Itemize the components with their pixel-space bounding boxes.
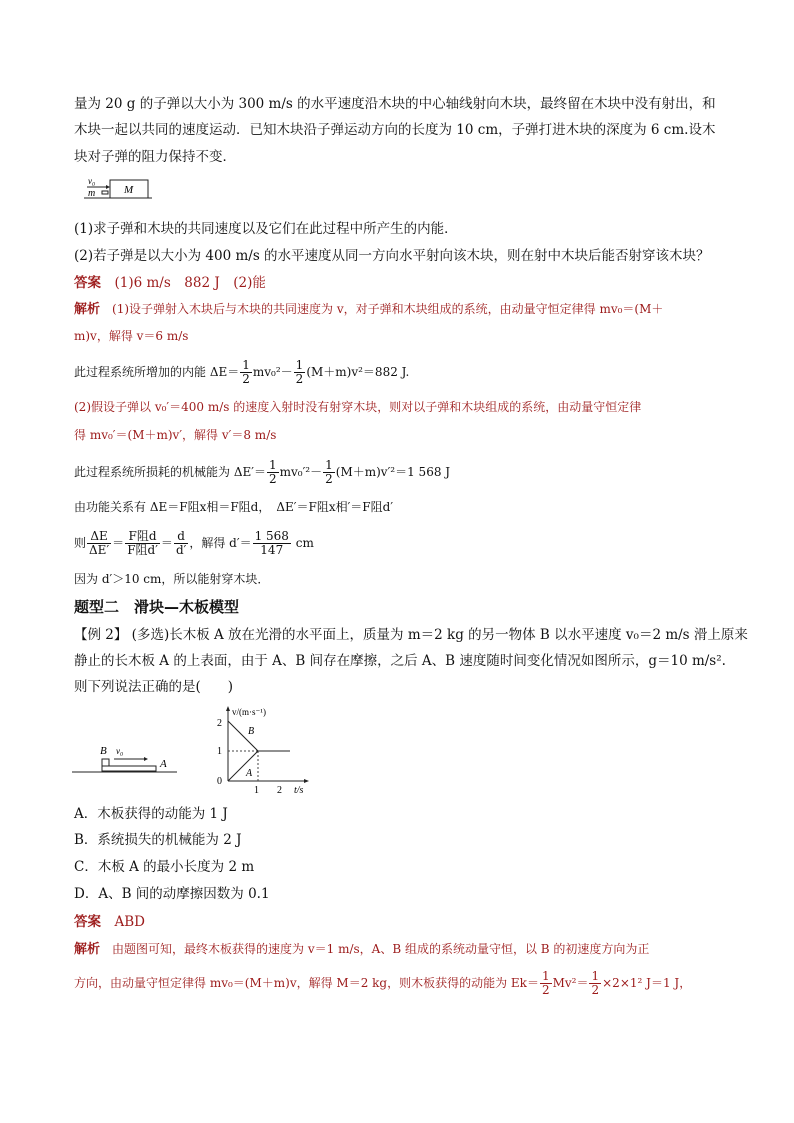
problem1-stem-line3: 块对子弹的阻力保持不变． xyxy=(74,149,236,165)
line-A xyxy=(228,751,258,781)
figure-v0-label: v₀ xyxy=(88,176,96,186)
figure-A-label: A xyxy=(160,758,167,770)
s3-mid: mv₀²－ xyxy=(252,365,293,379)
answer-label: 答案 xyxy=(74,275,101,291)
s2-mid: Mv²＝ xyxy=(552,976,589,990)
figure-M-label: M xyxy=(124,184,134,196)
frac-den: ΔE′ xyxy=(89,543,110,557)
frac-num: 1 568 xyxy=(254,529,289,543)
solution-line3 xyxy=(74,359,409,386)
solution-line9: 因为 d′＞10 cm，所以能射穿木块． xyxy=(74,572,270,586)
s6-pre: 此过程系统所损耗的机械能为 ΔE′＝ xyxy=(74,465,266,479)
solution-line5: 得 mv₀′＝(M＋m)v′，解得 v′＝8 m/s xyxy=(74,428,277,442)
frac-den: F阻d′ xyxy=(127,543,158,557)
figure-B-label: B xyxy=(100,745,107,757)
bullet-block-figure xyxy=(84,174,154,204)
answer-label: 答案 xyxy=(74,914,101,930)
s8-pre: 则 xyxy=(74,536,87,550)
problem1-stem-line2: 木块一起以共同的速度运动．已知木块沿子弹运动方向的长度为 10 cm，子弹打进木块的深度为 6 cm.设木 xyxy=(74,122,716,138)
problem2-solution-line2 xyxy=(74,970,691,997)
frac-num: 1 xyxy=(242,358,250,372)
problem2-line2: 静止的长木板 A 的上表面，由于 A、B 间存在摩擦，之后 A、B 速度随时间变化情况如图所示，g＝10 m/s². xyxy=(74,653,726,669)
section-heading: 题型二 滑块—木板模型 xyxy=(74,598,240,616)
y-axis-label: v/(m·s⁻¹) xyxy=(232,707,266,717)
problem1-question2: (2)若子弹是以大小为 400 m/s 的水平速度从同一方向水平射向该木块，则在射中木块后能否射穿该木块？ xyxy=(74,248,710,264)
solution-line8: 则 $\frac{\Delta E}{\Delta E'}$ ＝ $\frac{\text{F阻d}}{\text{F阻d′}}$ ＝ $\frac{d}{d'}$ ，解得 d′＝ $\frac{1 568}{147}$ cm xyxy=(74,529,314,557)
x-axis-label: t/s xyxy=(294,785,304,796)
line-A-label: A xyxy=(246,768,253,779)
s2-post: ×2×1² J＝1 J， xyxy=(602,976,692,990)
answer-text: ABD xyxy=(114,914,145,930)
solution-line6 xyxy=(74,459,450,486)
s3-post: (M＋m)v²＝882 J. xyxy=(306,365,410,379)
s8-mid: ，解得 d′＝ xyxy=(189,536,252,550)
frac-num: 1 xyxy=(325,458,333,472)
x-tick-2: 2 xyxy=(277,785,282,796)
y-axis-arrow-icon xyxy=(226,706,230,711)
solution-line1 xyxy=(74,299,663,320)
frac-num: d xyxy=(174,530,188,544)
board-A-shape xyxy=(102,766,156,771)
frac-num: 1 xyxy=(295,358,304,372)
s3-pre: 此过程系统所增加的内能 ΔE＝ xyxy=(74,365,240,379)
frac-num: 1 xyxy=(591,969,600,983)
x-axis-arrow-icon xyxy=(304,779,309,783)
x-tick-1: 1 xyxy=(254,785,259,796)
solution-label: 解析 xyxy=(74,302,101,317)
figure-v0-label: v₀ xyxy=(116,746,124,756)
problem1-stem-line1: 量为 20 g 的子弹以大小为 300 m/s 的水平速度沿木块的中心轴线射向木块，最终留在木块中没有射出，和 xyxy=(74,96,716,112)
frac-num: ΔE xyxy=(87,530,111,544)
figure-m-label: m xyxy=(88,188,96,199)
arrow-head-icon xyxy=(106,185,110,189)
frac-num: 1 xyxy=(541,969,550,983)
s2-pre: 方向，由动量守恒定律得 mv₀＝(M＋m)v，解得 M＝2 kg，则木板获得的动能为 Ek＝ xyxy=(74,976,539,990)
y-tick-2: 2 xyxy=(217,718,222,729)
problem1-answer xyxy=(74,273,266,293)
velocity-time-graph xyxy=(214,703,324,798)
s6-post: (M＋m)v′²＝1 568 J xyxy=(335,465,451,479)
problem2-solution-line1 xyxy=(74,939,649,960)
solution-text-1: (1)设子弹射入木块后与木块的共同速度为 v，对子弹和木块组成的系统，由动量守恒定律得 mv₀＝(M＋ xyxy=(112,302,664,316)
option-C: C．木板 A 的最小长度为 2 m xyxy=(74,859,255,875)
frac-den: 2 xyxy=(268,472,277,486)
option-B: B．系统损失的机械能为 2 J xyxy=(74,832,242,848)
solution-text-1: 由题图可知，最终木板获得的速度为 v＝1 m/s，A、B 组成的系统动量守恒，以 B 的初速度方向为正 xyxy=(112,942,650,956)
option-A: A．木板获得的动能为 1 J xyxy=(74,806,228,822)
frac-den: 2 xyxy=(242,372,250,386)
answer-text: (1)6 m/s 882 J (2)能 xyxy=(114,275,266,291)
problem2-line3: 则下列说法正确的是( ) xyxy=(74,679,234,695)
frac-den: 2 xyxy=(295,372,304,386)
frac-num: 1 xyxy=(268,458,277,472)
solution-line2: m)v，解得 v＝6 m/s xyxy=(74,329,189,343)
y-tick-0: 0 xyxy=(217,776,222,787)
frac-den: 2 xyxy=(591,983,600,997)
board-figure xyxy=(72,740,182,780)
line-B-label: B xyxy=(248,726,255,737)
arrow-head-icon xyxy=(144,757,148,761)
bullet-shape xyxy=(102,191,108,194)
frac-num: F阻d xyxy=(125,530,160,544)
solution-line7: 由功能关系有 ΔE＝F阻x相＝F阻d， ΔE′＝F阻x相′＝F阻d′ xyxy=(74,500,394,514)
solution-line4: (2)假设子弹以 v₀′＝400 m/s 的速度入射时没有射穿木块，则对以子弹和木块组成的系统，由动量守恒定律 xyxy=(74,400,642,414)
y-tick-1: 1 xyxy=(217,746,222,757)
problem1-question1: (1)求子弹和木块的共同速度以及它们在此过程中所产生的内能． xyxy=(74,221,458,237)
problem2-line1: 【例 2】 (多选)长木板 A 放在光滑的水平面上，质量为 m＝2 kg 的另一物体 B 以水平速度 v₀＝2 m/s 滑上原来 xyxy=(74,627,748,643)
s6-mid: mv₀′²－ xyxy=(279,465,323,479)
option-D: D．A、B 间的动摩擦因数为 0.1 xyxy=(74,886,270,902)
problem2-answer xyxy=(74,912,145,932)
frac-den: 2 xyxy=(541,983,550,997)
s8-unit: cm xyxy=(295,536,314,550)
block-B-shape xyxy=(102,759,109,766)
frac-den: 147 xyxy=(260,543,284,557)
frac-den: d′ xyxy=(175,543,187,557)
frac-den: 2 xyxy=(325,472,333,486)
solution-label: 解析 xyxy=(74,942,101,957)
